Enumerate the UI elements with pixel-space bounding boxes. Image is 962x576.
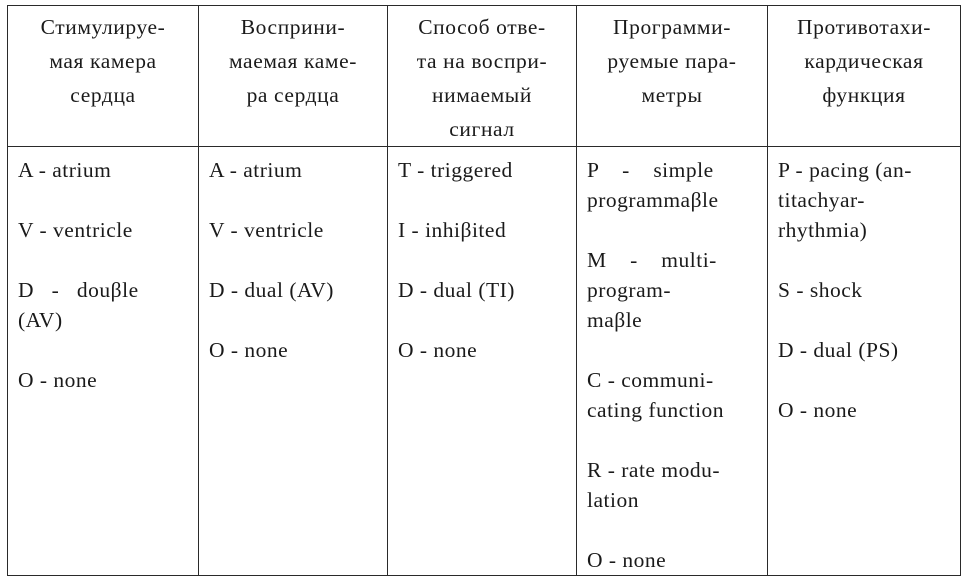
cell-content xyxy=(577,147,767,575)
entry-line: C - communi- xyxy=(587,368,714,392)
pacemaker-code-table xyxy=(7,5,961,576)
header-cell-stimulated-chamber xyxy=(8,6,199,147)
entry-line: R - rate modu- xyxy=(587,458,720,482)
entry-line: P - pacing (an- xyxy=(778,158,912,182)
header-line: сердца xyxy=(70,83,136,107)
header-line: та на воспри- xyxy=(416,49,548,73)
body-cell-antitachycardia-function xyxy=(768,147,961,576)
code-entry xyxy=(18,365,190,395)
entry-line: S - shock xyxy=(778,278,863,302)
code-entry xyxy=(587,455,759,515)
header-row xyxy=(8,6,961,147)
body-cell-programmable-parameters xyxy=(577,147,768,576)
code-entry xyxy=(778,155,952,245)
entry-line: M - multi- xyxy=(587,248,717,272)
code-entry xyxy=(778,335,952,365)
entry-line: A - atrium xyxy=(18,158,112,182)
entry-line: maβle xyxy=(587,308,643,332)
code-entry xyxy=(209,215,379,245)
code-entry xyxy=(209,335,379,365)
entry-line: cating function xyxy=(587,398,725,422)
code-entry xyxy=(587,545,759,575)
code-entry xyxy=(209,155,379,185)
entry-line: A - atrium xyxy=(209,158,303,182)
entry-line: (AV) xyxy=(18,308,63,332)
header-line: сигнал xyxy=(449,117,515,141)
header-text xyxy=(577,6,767,112)
header-line: руемые пара- xyxy=(607,49,737,73)
header-cell-sensed-chamber xyxy=(199,6,388,147)
code-entry xyxy=(398,335,568,365)
entry-line: rhythmia) xyxy=(778,218,868,242)
header-line: функция xyxy=(822,83,906,107)
header-line: Восприни- xyxy=(240,15,346,39)
code-entry xyxy=(587,155,759,215)
header-cell-programmable-parameters xyxy=(577,6,768,147)
entry-line: P - simple xyxy=(587,158,714,182)
code-entry xyxy=(587,245,759,335)
code-entry xyxy=(18,155,190,185)
entry-line: D - dual (PS) xyxy=(778,338,899,362)
header-line: Противотахи- xyxy=(797,15,931,39)
cell-content xyxy=(388,147,576,365)
header-text xyxy=(768,6,960,112)
entry-line: programmaβle xyxy=(587,188,719,212)
code-entry xyxy=(398,155,568,185)
header-cell-response-mode xyxy=(388,6,577,147)
header-text xyxy=(388,6,576,146)
code-entry xyxy=(778,395,952,425)
header-line: метры xyxy=(641,83,703,107)
entry-line: O - none xyxy=(209,338,289,362)
code-entry xyxy=(209,275,379,305)
header-line: кардическая xyxy=(804,49,924,73)
header-line: нимаемый xyxy=(432,83,532,107)
header-line: маемая каме- xyxy=(229,49,357,73)
entry-line: D - dual (AV) xyxy=(209,278,334,302)
header-cell-antitachycardia-function xyxy=(768,6,961,147)
cell-content xyxy=(199,147,387,365)
entry-line: O - none xyxy=(587,548,667,572)
cell-content xyxy=(768,147,960,425)
code-entry xyxy=(587,365,759,425)
header-line: Стимулируе- xyxy=(40,15,166,39)
header-line: ра сердца xyxy=(246,83,340,107)
code-entry xyxy=(18,215,190,245)
entry-line: D - dual (TI) xyxy=(398,278,515,302)
entry-line: T - triggered xyxy=(398,158,513,182)
code-entry xyxy=(18,275,190,335)
entry-line: lation xyxy=(587,488,639,512)
entry-line: D - douβle xyxy=(18,278,139,302)
entry-line: O - none xyxy=(398,338,478,362)
entry-line: O - none xyxy=(18,368,98,392)
code-entry xyxy=(398,275,568,305)
entry-line: program- xyxy=(587,278,671,302)
body-row xyxy=(8,147,961,576)
entry-line: V - ventricle xyxy=(209,218,324,242)
code-entry xyxy=(398,215,568,245)
header-line: мая камера xyxy=(49,49,157,73)
body-cell-sensed-chamber xyxy=(199,147,388,576)
body-cell-stimulated-chamber xyxy=(8,147,199,576)
entry-line: I - inhiβited xyxy=(398,218,507,242)
code-entry xyxy=(778,275,952,305)
header-line: Способ отве- xyxy=(418,15,546,39)
entry-line: O - none xyxy=(778,398,858,422)
header-text xyxy=(199,6,387,112)
entry-line: V - ventricle xyxy=(18,218,133,242)
body-cell-response-mode xyxy=(388,147,577,576)
cell-content xyxy=(8,147,198,395)
header-line: Программи- xyxy=(612,15,731,39)
entry-line: titachyar- xyxy=(778,188,865,212)
header-text xyxy=(8,6,198,112)
